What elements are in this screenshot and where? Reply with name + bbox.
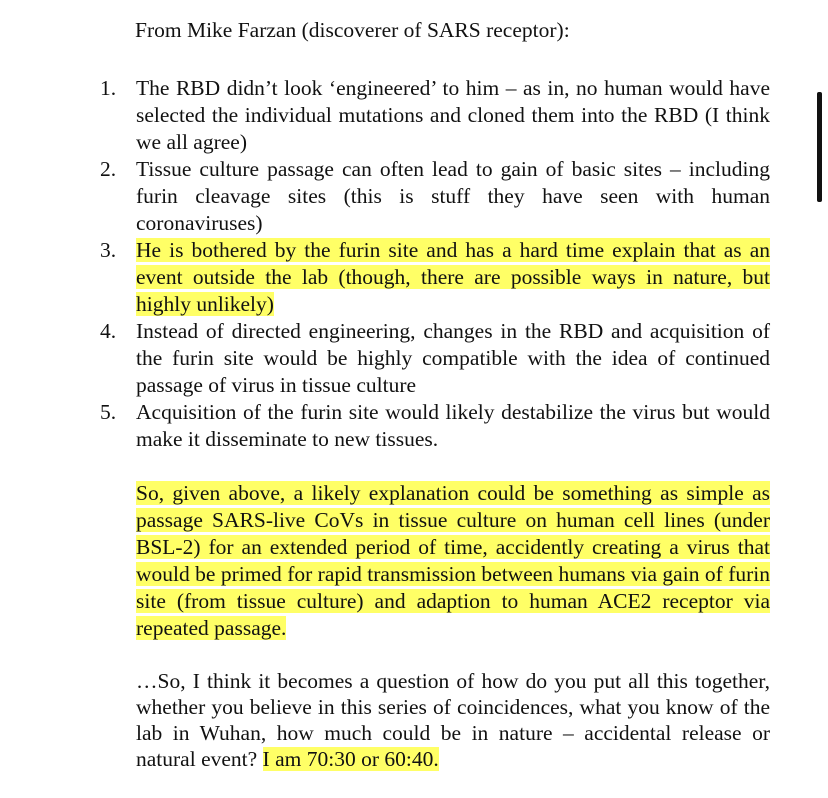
list-item-3: [100, 237, 770, 318]
list-number: 3.: [100, 238, 117, 262]
intro-line: From Mike Farzan (discoverer of SARS receptor):: [135, 18, 570, 42]
list-item-4: [100, 318, 770, 399]
list-item-text: Tissue culture passage can often lead to gain of basic sites – including furin cleavage sites (this is stuff they have seen with human coronaviruses): [136, 157, 770, 235]
list-number: 1.: [100, 76, 117, 100]
scrollbar-thumb[interactable]: [817, 92, 822, 202]
list-item-1: [100, 75, 770, 156]
list-item-5: [100, 399, 770, 453]
closing-paragraph-text: …So, I think it becomes a question of how do you put all this together, whether you believe in this series of coincidences, what you know of the lab in Wuhan, how much could be in nature – accidental release or natural event?: [136, 669, 770, 771]
highlighted-list-item-text: He is bothered by the furin site and has a hard time explain that as an event outside the lab (though, there are possible ways in nature, but highly unlikely): [136, 238, 770, 316]
list-number: 5.: [100, 400, 117, 424]
numbered-list: [100, 75, 770, 453]
highlighted-paragraph: [136, 480, 770, 642]
list-item-2: [100, 156, 770, 237]
highlighted-ratio-text: I am 70:30 or 60:40.: [262, 747, 439, 771]
list-number: 2.: [100, 157, 117, 181]
list-item-text: Instead of directed engineering, changes in the RBD and acquisition of the furin site would be highly compatible with the idea of continued passage of virus in tissue culture: [136, 319, 770, 397]
list-number: 4.: [100, 319, 117, 343]
list-item-text: The RBD didn’t look ‘engineered’ to him – as in, no human would have selected the individual mutations and cloned them into the RBD (I think we all agree): [136, 76, 770, 154]
list-item-text: Acquisition of the furin site would likely destabilize the virus but would make it disseminate to new tissues.: [136, 400, 770, 451]
highlighted-paragraph-text: So, given above, a likely explanation could be something as simple as passage SARS-live CoVs in tissue culture on human cell lines (under BSL-2) for an extended period of time, accidently creating a virus that would be primed for rapid transmission between humans via gain of furin site (from tissue culture) and adaption to human ACE2 receptor via repeated passage.: [136, 481, 770, 640]
closing-paragraph: [136, 668, 770, 772]
